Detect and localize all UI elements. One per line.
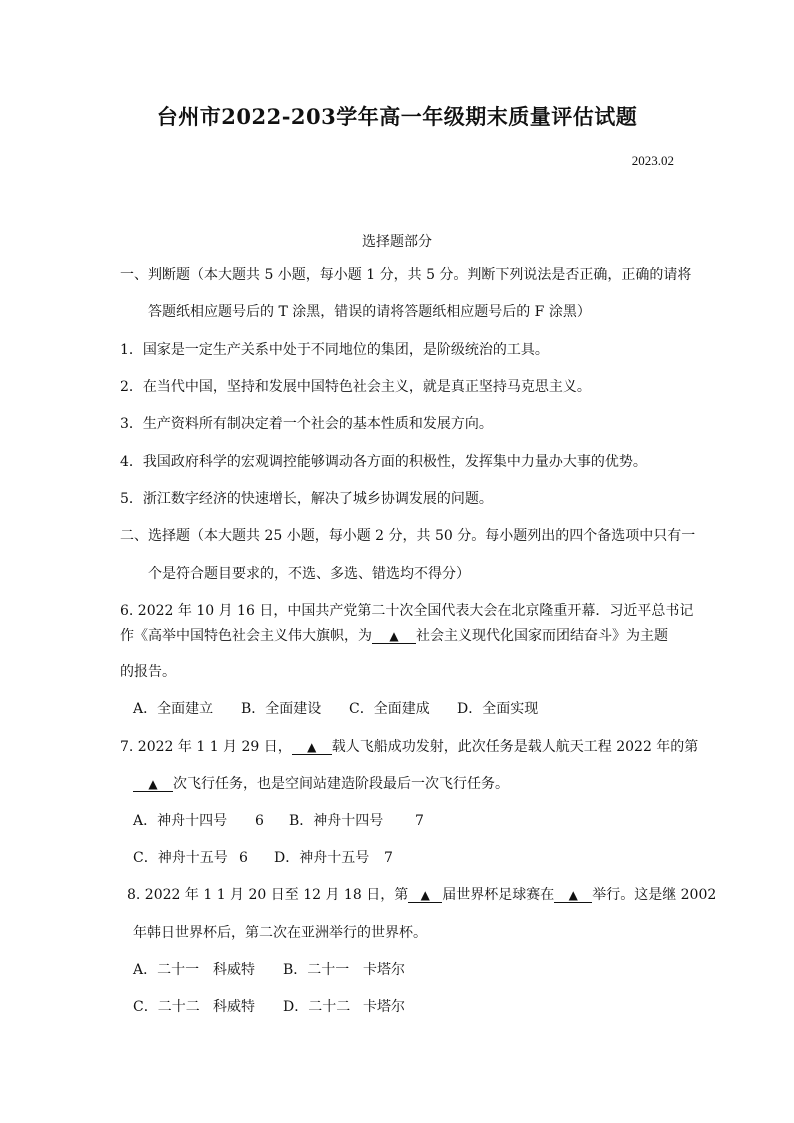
judgement-item-5: 5．浙江数字经济的快速增长，解决了城乡协调发展的问题。 <box>120 491 493 507</box>
q6-line2-after: 社会主义现代化国家而团结奋斗》为主题 <box>416 628 668 644</box>
q7-option-b: B．神舟十四号 <box>289 813 384 829</box>
q7-option-c-count: 6 <box>239 850 248 866</box>
q6-option-c: C．全面建成 <box>349 701 430 717</box>
q8-option-a: A．二十一 <box>133 962 200 978</box>
q6-line3: 的报告。 <box>120 664 176 680</box>
q8-option-b-venue: 卡塔尔 <box>363 962 405 978</box>
q8-line2: 年韩日世界杯后，第二次在亚洲举行的世界杯。 <box>133 925 427 941</box>
q7-line2 <box>133 775 509 793</box>
q8-options-row2 <box>133 998 405 1016</box>
part2-heading-line2: 个是符合题目要求的，不选、多选、错选均不得分） <box>148 566 470 582</box>
exam-title: 台州市2022-203学年高一年级期末质量评估试题 <box>156 104 638 129</box>
q7-option-d-count: 7 <box>384 850 393 866</box>
q8-line1-before: 8. 2022 年 1 1 月 20 日至 12 月 18 日，第 <box>127 887 409 903</box>
q8-option-d-venue: 卡塔尔 <box>363 999 405 1015</box>
q7-line1-before: 7. 2022 年 1 1 月 29 日， <box>120 739 292 755</box>
q7-options-row2 <box>133 849 393 867</box>
q8-options-row1 <box>133 961 405 979</box>
q7-line1-after: 载人飞船成功发射，此次任务是载人航天工程 2022 年的第 <box>331 739 699 755</box>
part2-heading-line1: 二、选择题（本大题共 25 小题，每小题 2 分，共 50 分。每小题列出的四个备选项中只有一 <box>120 528 696 544</box>
judgement-item-2: 2．在当代中国，坚持和发展中国特色社会主义，就是真正坚持马克思主义。 <box>120 379 591 395</box>
judgement-item-4: 4．我国政府科学的宏观调控能够调动各方面的积极性，发挥集中力量办大事的优势。 <box>120 454 647 470</box>
q8-answer-blank-1: ▲ <box>408 888 442 903</box>
q7-option-c: C．神舟十五号 <box>133 850 228 866</box>
q7-line1 <box>120 738 698 756</box>
q8-option-c: C．二十二 <box>133 999 200 1015</box>
exam-date: 2023.02 <box>631 153 674 168</box>
q8-line1 <box>127 886 716 904</box>
q8-option-c-venue: 科威特 <box>213 999 255 1015</box>
q7-answer-blank-1: ▲ <box>292 740 332 755</box>
q8-option-d: D．二十二 <box>283 999 351 1015</box>
q8-line1-after: 举行。这是继 2002 <box>592 887 717 903</box>
q6-option-b: B．全面建设 <box>241 701 322 717</box>
q8-line1-mid: 届世界杯足球赛在 <box>442 887 555 903</box>
q7-option-a: A．神舟十四号 <box>133 813 228 829</box>
q6-line1: 6. 2022 年 10 月 16 日，中国共产党第二十次全国代表大会在北京隆重开幕．习近平总书记 <box>120 603 694 619</box>
judgement-item-3: 3．生产资料所有制决定着一个社会的基本性质和发展方向。 <box>120 416 493 432</box>
q7-answer-blank-2: ▲ <box>133 777 173 792</box>
q6-line2-before: 作《高举中国特色社会主义伟大旗帜，为 <box>120 628 372 644</box>
q8-answer-blank-2: ▲ <box>554 888 592 903</box>
q7-options-row1 <box>133 812 424 830</box>
q6-option-d: D．全面实现 <box>457 701 539 717</box>
q6-line2 <box>120 627 668 645</box>
q7-line2-after: 次飞行任务，也是空间站建造阶段最后一次飞行任务。 <box>173 776 509 792</box>
part1-heading-line1: 一、判断题（本大题共 5 小题，每小题 1 分，共 5 分。判断下列说法是否正确，正确的请将 <box>120 267 692 283</box>
q7-option-b-count: 7 <box>415 813 424 829</box>
q8-option-a-venue: 科威特 <box>213 962 255 978</box>
q8-option-b: B．二十一 <box>283 962 350 978</box>
part1-heading-line2: 答题纸相应题号后的 T 涂黑，错误的请将答题纸相应题号后的 F 涂黑） <box>148 304 591 320</box>
q6-options <box>133 700 538 718</box>
q7-option-a-count: 6 <box>255 813 264 829</box>
q7-option-d: D．神舟十五号 <box>274 850 370 866</box>
judgement-item-1: 1．国家是一定生产关系中处于不同地位的集团，是阶级统治的工具。 <box>120 342 549 358</box>
section-label: 选择题部分 <box>362 234 432 250</box>
q6-answer-blank: ▲ <box>372 629 416 644</box>
q6-option-a: A．全面建立 <box>133 701 214 717</box>
